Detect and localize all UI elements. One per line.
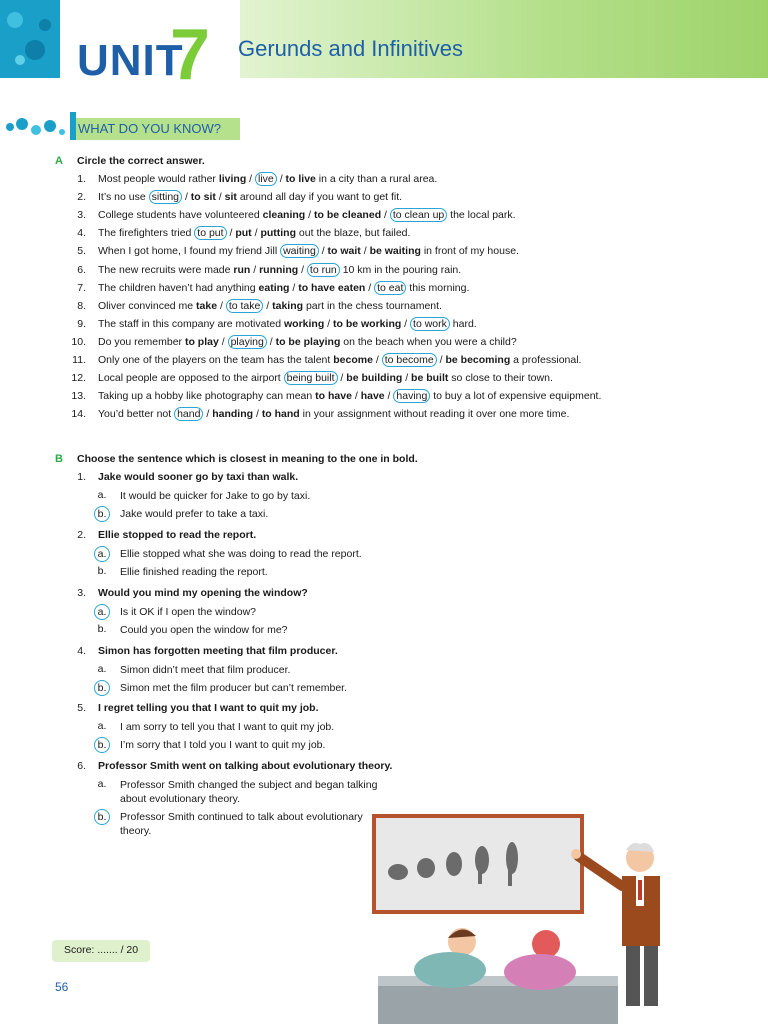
option-b-text: Could you open the window for me?	[120, 624, 288, 636]
question-line	[98, 245, 519, 257]
question-text: When I got home, I found my friend Jill	[98, 245, 281, 258]
question-text: It’s no use	[98, 191, 149, 204]
item-number: 1.	[77, 173, 86, 185]
option-a-text: It would be quicker for Jake to go by taxi.	[120, 490, 311, 502]
option-a-text: Ellie stopped what she was doing to read the report.	[120, 548, 362, 560]
item-number: 4.	[77, 227, 86, 240]
question-line	[98, 300, 442, 312]
answer-option[interactable]: to be cleaned	[314, 209, 382, 222]
section-b-letter: B	[55, 453, 63, 465]
section-b-instruction: Choose the sentence which is closest in meaning to the one in bold.	[77, 453, 418, 465]
circled-answer[interactable]: sitting	[149, 190, 182, 204]
circled-answer[interactable]: to take	[226, 299, 264, 313]
question-text: /	[384, 390, 394, 403]
question-text: around all day if you want to get fit.	[236, 191, 403, 204]
option-a-text: Simon didn’t meet that film producer.	[120, 664, 291, 676]
circled-answer[interactable]: to put	[194, 226, 226, 240]
question-text: /	[318, 245, 328, 258]
question-text: /	[215, 191, 225, 204]
question-text: /	[266, 335, 276, 348]
question-text: /	[402, 372, 412, 385]
option-a-marker[interactable]: a.	[94, 546, 110, 562]
item-number: 7.	[77, 281, 86, 294]
option-b-marker[interactable]: b.	[97, 565, 107, 577]
circled-answer[interactable]: playing	[228, 335, 267, 349]
question-text: out the blaze, but failed.	[296, 227, 411, 240]
item-number: 12.	[71, 372, 86, 385]
classroom-illustration	[370, 810, 720, 1024]
item-number: 5.	[77, 245, 86, 258]
answer-option[interactable]: become	[333, 354, 373, 366]
circled-answer[interactable]: to clean up	[390, 208, 447, 222]
option-a-text: Is it OK if I open the window?	[120, 606, 256, 618]
question-bold: I regret telling you that I want to quit my job.	[98, 702, 319, 714]
circled-answer[interactable]: to work	[410, 317, 450, 331]
answer-option[interactable]: to wait	[327, 245, 361, 258]
question-text: The firefighters tried	[98, 227, 195, 240]
answer-option[interactable]: put	[235, 227, 252, 240]
question-number: 2.	[77, 529, 86, 541]
question-line	[98, 227, 410, 239]
question-line	[98, 408, 569, 420]
option-a-marker[interactable]: a.	[97, 489, 107, 501]
answer-option[interactable]: be waiting	[369, 245, 421, 258]
option-b-text: I’m sorry that I told you I want to quit my job.	[120, 739, 326, 751]
answer-option[interactable]: sit	[224, 191, 237, 204]
question-line	[98, 209, 516, 221]
question-text: /	[182, 191, 191, 204]
question-text: /	[360, 245, 370, 258]
unit-word: UNIT	[77, 36, 184, 85]
unit-title: Gerunds and Infinitives	[238, 36, 464, 61]
circled-answer[interactable]: to eat	[374, 281, 406, 295]
option-a-marker[interactable]: a.	[94, 604, 110, 620]
answer-option[interactable]: cleaning	[262, 209, 306, 222]
option-a-marker[interactable]: a.	[97, 778, 107, 790]
question-text: Oliver convinced me	[98, 299, 197, 312]
question-text: part in the chess tournament.	[303, 299, 442, 312]
question-text: /	[203, 408, 213, 421]
option-a-marker[interactable]: a.	[97, 663, 107, 675]
question-text: /	[305, 209, 314, 222]
circled-answer[interactable]: live	[255, 172, 277, 186]
answer-option[interactable]: to have	[315, 390, 352, 403]
section-banner-label: WHAT DO YOU KNOW?	[78, 121, 222, 136]
question-line	[98, 336, 517, 348]
question-text: /	[217, 299, 226, 312]
question-text: /	[381, 209, 390, 222]
option-b-marker[interactable]: b.	[94, 737, 110, 753]
item-number: 6.	[77, 263, 86, 276]
question-number: 1.	[77, 471, 86, 483]
question-text: this morning.	[406, 281, 470, 294]
question-line	[98, 191, 402, 203]
question-text: 10 km in the pouring rain.	[339, 263, 462, 276]
option-b-marker[interactable]: b.	[94, 680, 110, 696]
question-text: /	[253, 408, 262, 421]
question-line	[98, 282, 469, 294]
answer-option[interactable]: to sit	[190, 191, 216, 204]
item-number: 8.	[77, 299, 86, 312]
splash-small-icon	[0, 112, 80, 142]
question-line	[98, 264, 461, 276]
question-bold: Simon has forgotten meeting that film producer.	[98, 645, 338, 657]
question-text: in a city than a rural area.	[315, 173, 438, 185]
page-number: 56	[55, 980, 69, 994]
question-number: 5.	[77, 702, 86, 714]
circled-answer[interactable]: being built	[284, 371, 338, 385]
option-b-marker[interactable]: b.	[94, 506, 110, 522]
question-text: The staff in this company are motivated	[98, 317, 284, 330]
question-text: /	[250, 263, 260, 276]
answer-option[interactable]: to be playing	[275, 335, 341, 348]
question-text: The new recruits were made	[98, 263, 234, 276]
question-text: the local park.	[447, 209, 516, 222]
answer-option[interactable]: to hand	[261, 408, 300, 421]
question-text: hard.	[449, 317, 477, 330]
question-text: /	[251, 227, 261, 240]
circled-answer[interactable]: hand	[174, 407, 203, 421]
question-number: 4.	[77, 645, 86, 657]
option-a-text: Professor Smith changed the subject and began talking about evolutionary theory.	[120, 779, 378, 805]
item-number: 11.	[72, 354, 86, 366]
answer-option[interactable]: be building	[346, 372, 403, 385]
answer-option[interactable]: eating	[258, 281, 290, 294]
answer-option[interactable]: to live	[285, 173, 316, 185]
answer-option[interactable]: to be working	[333, 317, 402, 330]
section-a-instruction: Circle the correct answer.	[77, 155, 205, 167]
item-number: 13.	[71, 390, 86, 403]
question-text: so close to their town.	[448, 372, 553, 385]
answer-option[interactable]: be built	[411, 372, 449, 385]
option-b-text: Ellie finished reading the report.	[120, 566, 268, 578]
section-banner-bar	[70, 112, 76, 140]
question-bold: Ellie stopped to read the report.	[98, 529, 257, 541]
circled-answer[interactable]: to become	[382, 353, 437, 367]
question-text: The children haven’t had anything	[98, 281, 259, 294]
item-number: 10.	[71, 335, 86, 348]
answer-option[interactable]: handing	[212, 408, 254, 421]
option-a-text: I am sorry to tell you that I want to quit my job.	[120, 721, 335, 733]
question-text: /	[372, 354, 382, 366]
option-a-marker[interactable]: a.	[97, 720, 107, 732]
item-number: 2.	[77, 191, 86, 204]
question-text: /	[276, 173, 286, 185]
option-b-text: Jake would prefer to take a taxi.	[120, 508, 269, 520]
question-line	[98, 173, 437, 185]
option-b-marker[interactable]: b.	[94, 809, 110, 825]
item-number: 3.	[77, 209, 86, 222]
option-b-text: Professor Smith continued to talk about evolutionary theory.	[120, 811, 363, 837]
section-a-letter: A	[55, 155, 63, 167]
circled-answer[interactable]: having	[393, 389, 430, 403]
question-text: /	[246, 173, 256, 185]
answer-option[interactable]: be becoming	[445, 354, 511, 366]
unit-number: 7	[170, 15, 211, 95]
question-text: /	[436, 354, 446, 366]
question-text: Local people are opposed to the airport	[98, 372, 284, 385]
question-line	[98, 318, 477, 330]
item-number: 9.	[77, 317, 86, 330]
question-line	[98, 390, 601, 402]
question-text: in front of my house.	[420, 245, 519, 258]
question-bold: Jake would sooner go by taxi than walk.	[98, 471, 299, 483]
question-text: /	[226, 227, 236, 240]
answer-option[interactable]: have	[360, 390, 385, 403]
question-bold: Would you mind my opening the window?	[98, 587, 308, 599]
question-text: /	[263, 299, 273, 312]
question-text: Taking up a hobby like photography can mean	[98, 390, 316, 403]
option-b-text: Simon met the film producer but can’t remember.	[120, 682, 348, 694]
circled-answer[interactable]: to run	[307, 263, 340, 277]
item-number: 14.	[71, 408, 86, 421]
question-text: You’d better not	[98, 408, 175, 421]
answer-option[interactable]: take	[196, 299, 218, 312]
question-text: /	[351, 390, 361, 403]
question-text: /	[337, 372, 347, 385]
question-text: on the beach when you were a child?	[340, 335, 517, 348]
question-text: Most people would rather	[98, 173, 219, 185]
answer-option[interactable]: living	[218, 173, 247, 185]
question-line	[98, 372, 553, 384]
answer-option[interactable]: run	[233, 263, 251, 276]
question-text: a professional.	[510, 354, 582, 366]
answer-option[interactable]: to play	[184, 335, 219, 348]
answer-option[interactable]: working	[283, 317, 325, 330]
answer-option[interactable]: putting	[260, 227, 297, 240]
question-number: 3.	[77, 587, 86, 599]
question-text: /	[365, 281, 375, 294]
score-box: Score: ....... / 20	[52, 940, 150, 962]
question-bold: Professor Smith went on talking about evolutionary theory.	[98, 760, 393, 772]
question-text: /	[324, 317, 334, 330]
answer-option[interactable]: taking	[272, 299, 304, 312]
answer-option[interactable]: running	[259, 263, 299, 276]
question-text: Do you remember	[98, 335, 185, 348]
question-line	[98, 354, 581, 366]
option-b-marker[interactable]: b.	[97, 623, 107, 635]
question-text: Only one of the players on the team has the talent	[98, 354, 334, 366]
answer-option[interactable]: to have eaten	[298, 281, 366, 294]
question-text: to buy a lot of expensive equipment.	[430, 390, 602, 403]
question-text: /	[298, 263, 307, 276]
question-number: 6.	[77, 760, 86, 772]
question-text: /	[218, 335, 228, 348]
question-text: in your assignment without reading it over one more time.	[299, 408, 570, 421]
question-text: College students have volunteered	[98, 209, 263, 222]
circled-answer[interactable]: waiting	[280, 244, 319, 258]
question-text: /	[401, 317, 411, 330]
question-text: /	[289, 281, 299, 294]
